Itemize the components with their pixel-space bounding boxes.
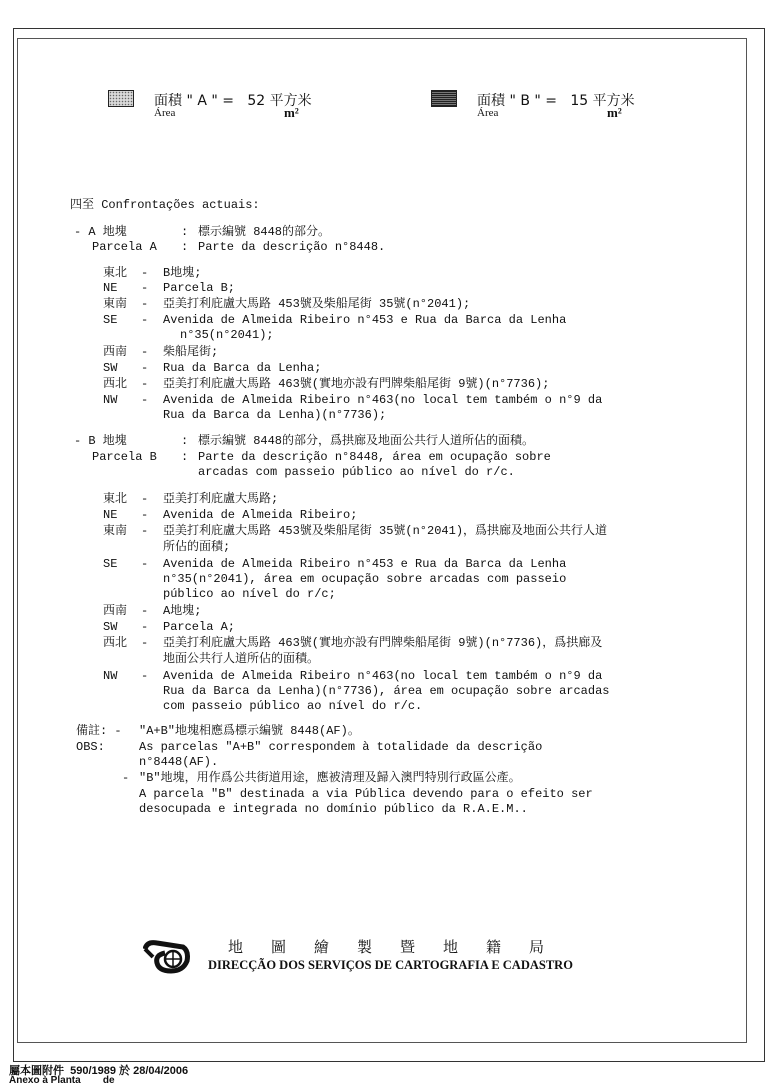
bound-dash: - (141, 524, 149, 538)
department-name-zh: 地圖繪製暨地籍局 (228, 938, 573, 956)
bound-text: n°35(n°2041), área em ocupação sobre arcadas com passeio (163, 572, 567, 586)
bound-text: A地塊; (163, 604, 202, 618)
bound-dash: - (141, 620, 149, 634)
bound-text: B地塊; (163, 266, 202, 280)
footer-annex-line-pt: Anexo à Planta de (9, 1075, 115, 1086)
bound-dash: - (141, 492, 149, 506)
area-b-label-pt: Área (477, 107, 499, 119)
area-a-label: 面積 " A " = 52 平方米 (154, 93, 312, 109)
area-a-unit: m² (284, 105, 299, 120)
note2-pt: desocupada e integrada no domínio público da R.A.E.M.. (139, 802, 528, 816)
notes-label-pt: OBS: (76, 740, 105, 754)
bound-text: 亞美打利庇盧大馬路; (163, 492, 279, 506)
area-b-unit: m² (607, 105, 622, 120)
bound-dir: NW (103, 669, 118, 683)
bound-text: n°35(n°2041); (180, 328, 274, 342)
parcel-b-desc-pt: Parte da descrição n°8448, área em ocupação sobre (198, 450, 551, 464)
bound-dir: 西南 (103, 345, 128, 359)
bound-dash: - (141, 266, 149, 280)
bound-dir: 西北 (103, 377, 128, 391)
notes-label-zh: 備註: - (76, 724, 122, 738)
inner-border (17, 38, 747, 1043)
bound-dash: - (141, 393, 149, 407)
note1-zh: "A+B"地塊相應爲標示編號 8448(AF)。 (139, 724, 360, 738)
bound-dir: 東北 (103, 266, 128, 280)
note2-dash: - (122, 771, 130, 785)
parcel-b-colon-pt: : (181, 450, 189, 464)
bound-dir: NE (103, 281, 118, 295)
parcel-a-desc-pt: Parte da descrição n°8448. (198, 240, 386, 254)
bound-dir: NE (103, 508, 118, 522)
bound-text: Avenida de Almeida Ribeiro n°453 e Rua da Barca da Lenha (163, 313, 567, 327)
bound-dash: - (141, 345, 149, 359)
bound-text: Avenida de Almeida Ribeiro n°453 e Rua da Barca da Lenha (163, 557, 567, 571)
bound-dash: - (141, 297, 149, 311)
area-b-label: 面積 " B " = 15 平方米 (477, 93, 635, 109)
note1-pt: n°8448(AF). (139, 755, 219, 769)
bound-dash: - (141, 377, 149, 391)
bound-dir: NW (103, 393, 118, 407)
bound-text: 亞美打利庇盧大馬路 463號(實地亦設有門牌柴船尾街 9號)(n°7736); (163, 377, 550, 391)
bound-dir: 東南 (103, 297, 128, 311)
bound-dash: - (141, 281, 149, 295)
bound-text: 亞美打利庇盧大馬路 453號及柴船尾街 35號(n°2041); (163, 297, 471, 311)
bound-text: Rua da Barca da Lenha)(n°7736); (163, 408, 387, 422)
parcel-a-desc-zh: 標示編號 8448的部分。 (198, 225, 331, 239)
bound-dash: - (141, 313, 149, 327)
note2-pt: A parcela "B" destinada a via Pública devendo para o efeito ser (139, 787, 593, 801)
bound-text: Parcela B; (163, 281, 236, 295)
parcel-b-label-pt: Parcela B (92, 450, 157, 464)
bound-dir: 東北 (103, 492, 128, 506)
parcel-b-desc-zh: 標示編號 8448的部分，爲拱廊及地面公共行人道所佔的面積。 (198, 434, 535, 448)
bound-dash: - (141, 508, 149, 522)
bound-text: Parcela A; (163, 620, 236, 634)
bound-dash: - (141, 361, 149, 375)
cartography-logo-icon (143, 937, 191, 975)
bound-dash: - (141, 636, 149, 650)
bound-text: público ao nível do r/c; (163, 587, 336, 601)
bound-text: Avenida de Almeida Ribeiro n°463(no local tem também o n°9 da (163, 669, 603, 683)
parcel-a-colon-pt: : (181, 240, 189, 254)
parcel-a-colon-zh: : (181, 225, 189, 239)
bound-dir: SW (103, 361, 118, 375)
area-b-swatch (431, 90, 457, 107)
bound-text: 所佔的面積; (163, 540, 231, 554)
parcel-a-label-pt: Parcela A (92, 240, 157, 254)
bound-dir: SE (103, 557, 118, 571)
bound-text: 地面公共行人道所佔的面積。 (163, 652, 320, 666)
parcel-b-colon-zh: : (181, 434, 189, 448)
bound-dir: 東南 (103, 524, 128, 538)
bound-dir: SE (103, 313, 118, 327)
bound-text: Rua da Barca da Lenha)(n°7736), área em ocupação sobre arcadas (163, 684, 610, 698)
bound-text: 柴船尾街; (163, 345, 219, 359)
note1-pt: As parcelas "A+B" correspondem à totalidade da descrição (139, 740, 543, 754)
parcel-b-desc-pt: arcadas com passeio público ao nível do r/c. (198, 465, 515, 479)
bound-dir: 西南 (103, 604, 128, 618)
bound-dir: 西北 (103, 636, 128, 650)
area-a-label-pt: Área (154, 107, 176, 119)
bound-text: Avenida de Almeida Ribeiro n°463(no local tem também o n°9 da (163, 393, 603, 407)
bound-text: com passeio público ao nível do r/c. (163, 699, 423, 713)
footer-annex-line-zh: 屬本圖附件 590/1989 於 28/04/2006 (9, 1065, 189, 1077)
bound-text: 亞美打利庇盧大馬路 453號及柴船尾街 35號(n°2041)，爲拱廊及地面公共行人道 (163, 524, 608, 538)
bound-text: 亞美打利庇盧大馬路 463號(實地亦設有門牌柴船尾街 9號)(n°7736)，爲拱廊及 (163, 636, 603, 650)
bound-dash: - (141, 604, 149, 618)
bound-dash: - (141, 669, 149, 683)
bound-text: Avenida de Almeida Ribeiro; (163, 508, 358, 522)
department-name-pt: DIRECÇÃO DOS SERVIÇOS DE CARTOGRAFIA E CADASTRO (208, 958, 573, 972)
parcel-a-label-zh: - A 地塊 (74, 225, 127, 239)
confrontacoes-title: 四至 Confrontações actuais: (70, 198, 260, 212)
area-a-swatch (108, 90, 134, 107)
bound-text: Rua da Barca da Lenha; (163, 361, 322, 375)
bound-dash: - (141, 557, 149, 571)
parcel-b-label-zh: - B 地塊 (74, 434, 127, 448)
note2-zh: "B"地塊，用作爲公共街道用途，應被清理及歸入澳門特別行政區公產。 (139, 771, 521, 785)
bound-dir: SW (103, 620, 118, 634)
